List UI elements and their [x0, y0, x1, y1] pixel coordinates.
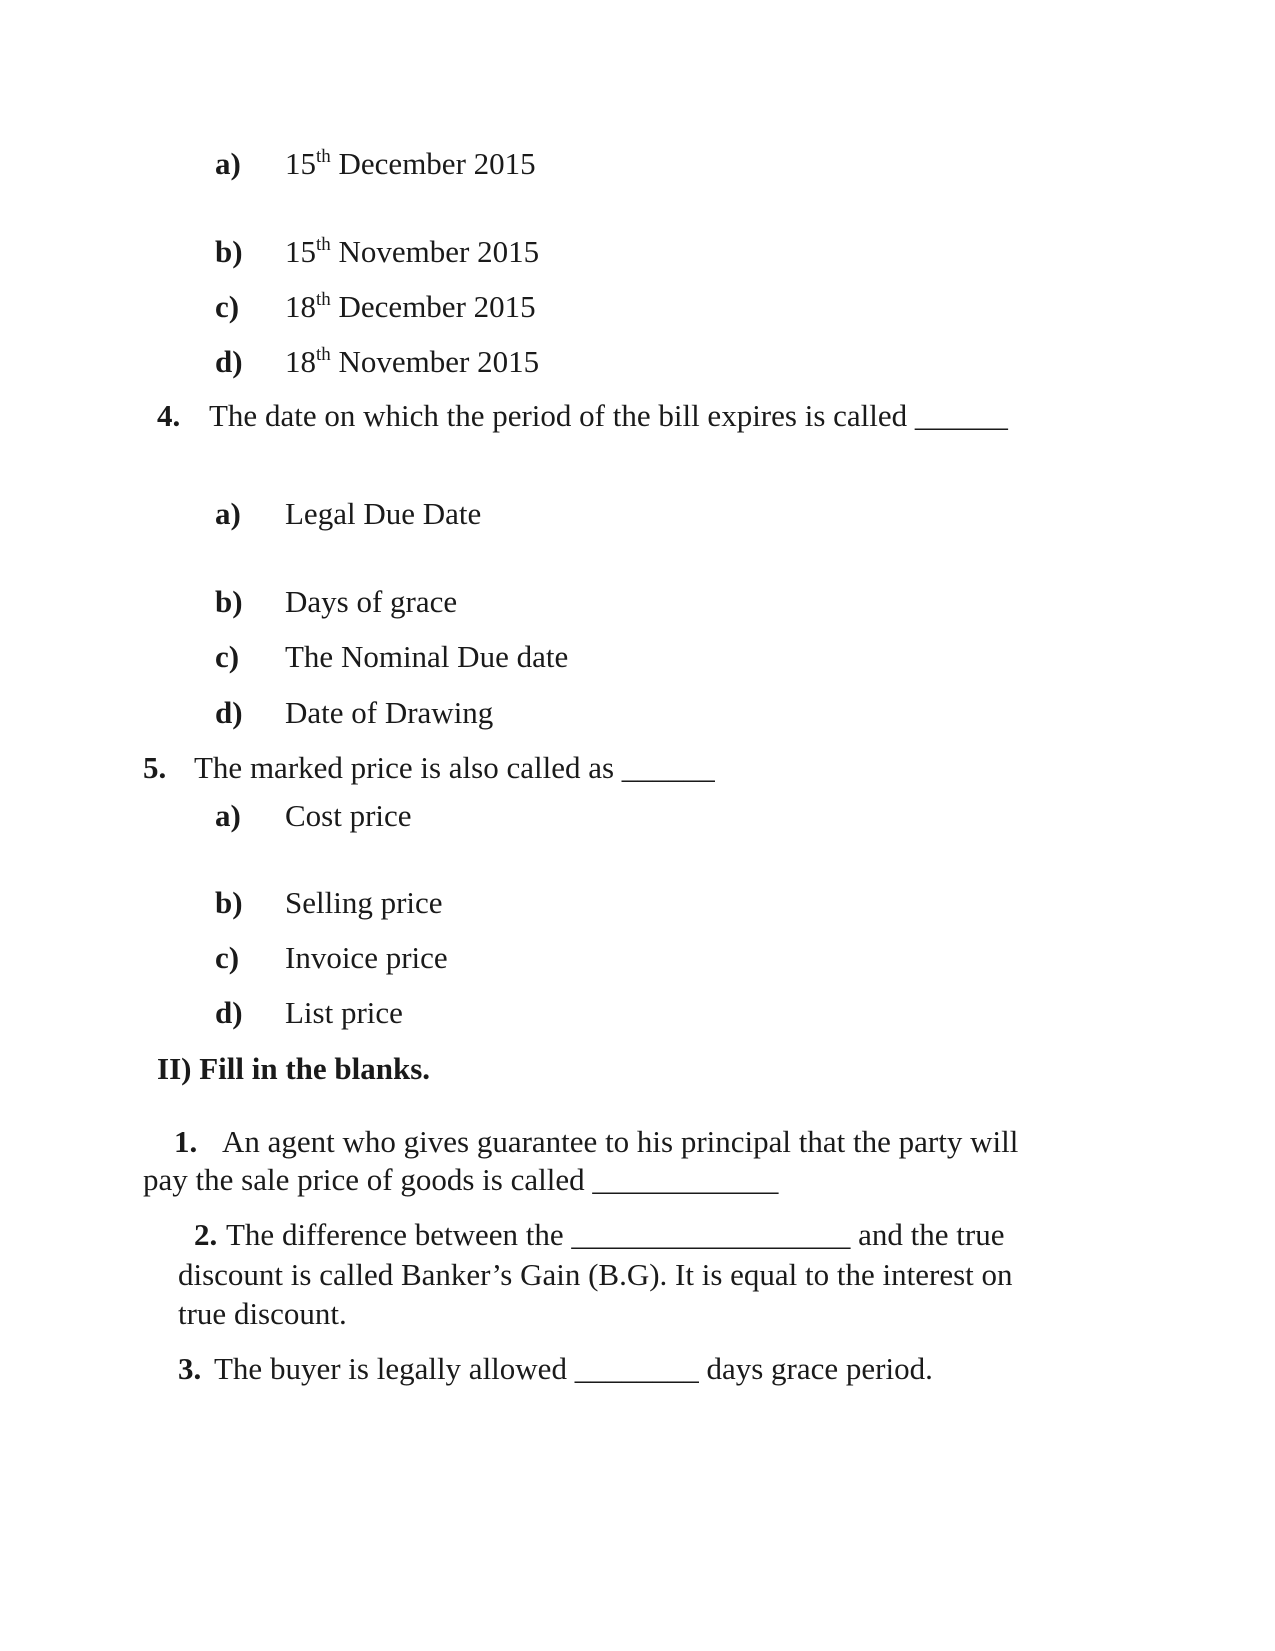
option-text: Date of Drawing	[285, 695, 494, 730]
item-text-line: The difference between the __________________ and the true	[226, 1217, 1005, 1252]
option-letter: d)	[215, 695, 243, 730]
ordinal-suffix: th	[316, 289, 331, 310]
item-number: 2.	[194, 1217, 218, 1252]
option-text: Selling price	[285, 885, 443, 920]
day-number: 15	[285, 234, 316, 269]
item-number: 3.	[178, 1351, 202, 1386]
option-text: The Nominal Due date	[285, 639, 569, 674]
date-rest: November 2015	[330, 344, 540, 379]
date-rest: December 2015	[330, 289, 536, 324]
option-text	[285, 291, 536, 322]
day-number: 18	[285, 289, 316, 324]
option-text: Days of grace	[285, 584, 458, 619]
option-letter: d)	[215, 995, 243, 1030]
day-number: 15	[285, 146, 316, 181]
option-letter: a)	[215, 496, 241, 531]
option-letter: b)	[215, 584, 243, 619]
question-number: 4.	[157, 398, 181, 433]
item-text-line: An agent who gives guarantee to his principal that the party will	[222, 1124, 1019, 1159]
option-text: Cost price	[285, 798, 412, 833]
option-letter: c)	[215, 639, 240, 674]
option-letter: d)	[215, 344, 243, 379]
option-letter: c)	[215, 289, 240, 324]
option-letter: c)	[215, 940, 240, 975]
ordinal-suffix: th	[316, 146, 331, 167]
option-letter: b)	[215, 885, 243, 920]
item-text-line: The buyer is legally allowed ________ days grace period.	[214, 1351, 933, 1386]
option-text: Invoice price	[285, 940, 448, 975]
option-text	[285, 346, 539, 377]
option-letter: a)	[215, 798, 241, 833]
item-number: 1.	[174, 1124, 198, 1159]
option-text: List price	[285, 995, 403, 1030]
date-rest: November 2015	[330, 234, 540, 269]
question-number: 5.	[143, 750, 167, 785]
option-text: Legal Due Date	[285, 496, 482, 531]
ordinal-suffix: th	[316, 344, 331, 365]
section-heading: II) Fill in the blanks.	[157, 1051, 431, 1086]
option-text	[285, 148, 536, 179]
date-rest: December 2015	[330, 146, 536, 181]
ordinal-suffix: th	[316, 234, 331, 255]
option-text	[285, 236, 539, 267]
item-text-line: pay the sale price of goods is called ____________	[143, 1162, 779, 1197]
day-number: 18	[285, 344, 316, 379]
option-letter: b)	[215, 234, 243, 269]
question-text: The marked price is also called as ______	[194, 750, 715, 785]
item-text-line: discount is called Banker’s Gain (B.G). It is equal to the interest on	[178, 1257, 1013, 1292]
option-letter: a)	[215, 146, 241, 181]
item-text-line: true discount.	[178, 1296, 347, 1331]
question-text: The date on which the period of the bill expires is called ______	[209, 398, 1008, 433]
